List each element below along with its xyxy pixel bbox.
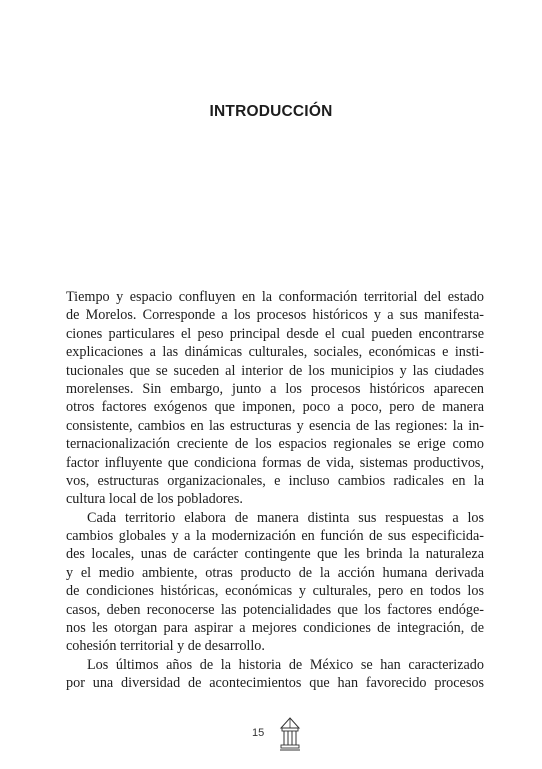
- text-line: de Morelos. Corresponde a los procesos históricos y a sus manifesta-: [66, 307, 484, 324]
- text-line: cohesión territorial y de desarrollo.: [66, 638, 265, 655]
- page-title: INTRODUCCIÓN: [209, 103, 333, 120]
- text-line: y el medio ambiente, otras producto de la acción humana derivada: [66, 564, 484, 581]
- paragraph-1: [66, 288, 484, 509]
- building-emblem-icon: [279, 717, 301, 751]
- page-footer: [0, 723, 542, 753]
- text-line: ternacionalización creciente de los espacios regionales se erige como: [66, 436, 484, 453]
- paragraph-2: [66, 509, 484, 656]
- text-line: ciones particulares el peso principal desde el cual pueden encontrarse: [66, 325, 484, 342]
- paragraph-3: [66, 656, 484, 693]
- text-line: explicaciones a las dinámicas culturales, sociales, económicas e insti-: [66, 344, 484, 361]
- text-line: casos, deben reconocerse las potencialidades que los factores endóge-: [66, 601, 484, 618]
- text-line: Tiempo y espacio confluyen en la conformación territorial del estado: [66, 289, 484, 305]
- page-number: 15: [252, 727, 265, 739]
- text-line: Cada territorio elabora de manera distinta sus respuestas a los: [87, 509, 484, 526]
- text-line: de condiciones históricas, económicas y culturales, pero en todos los: [66, 583, 484, 600]
- text-line: factor influyente que condiciona formas de vida, sistemas productivos,: [66, 454, 484, 471]
- text-line: cambios globales y a la modernización en función de sus especificida-: [66, 528, 484, 545]
- text-line: tucionales que se suceden al interior de los municipios y las ciudades: [66, 362, 484, 379]
- text-line: des locales, unas de carácter contingente que les brinda la naturaleza: [66, 546, 484, 563]
- text-line: vos, estructuras organizacionales, e incluso cambios radicales en la: [66, 472, 484, 489]
- text-line: cultura local de los pobladores.: [66, 491, 243, 508]
- text-line: otros factores exógenos que imponen, poco a poco, pero de manera: [66, 399, 484, 416]
- text-line: Los últimos años de la historia de México se han caracterizado: [87, 656, 484, 673]
- body-text: [66, 288, 484, 693]
- text-line: morelenses. Sin embargo, junto a los procesos históricos aparecen: [66, 380, 484, 397]
- text-line: por una diversidad de acontecimientos que han favorecido procesos: [66, 675, 484, 692]
- text-line: nos les otorgan para aspirar a mejores condiciones de integración, de: [66, 620, 484, 637]
- text-line: consistente, cambios en las estructuras y esencia de las regiones: la in-: [66, 417, 484, 434]
